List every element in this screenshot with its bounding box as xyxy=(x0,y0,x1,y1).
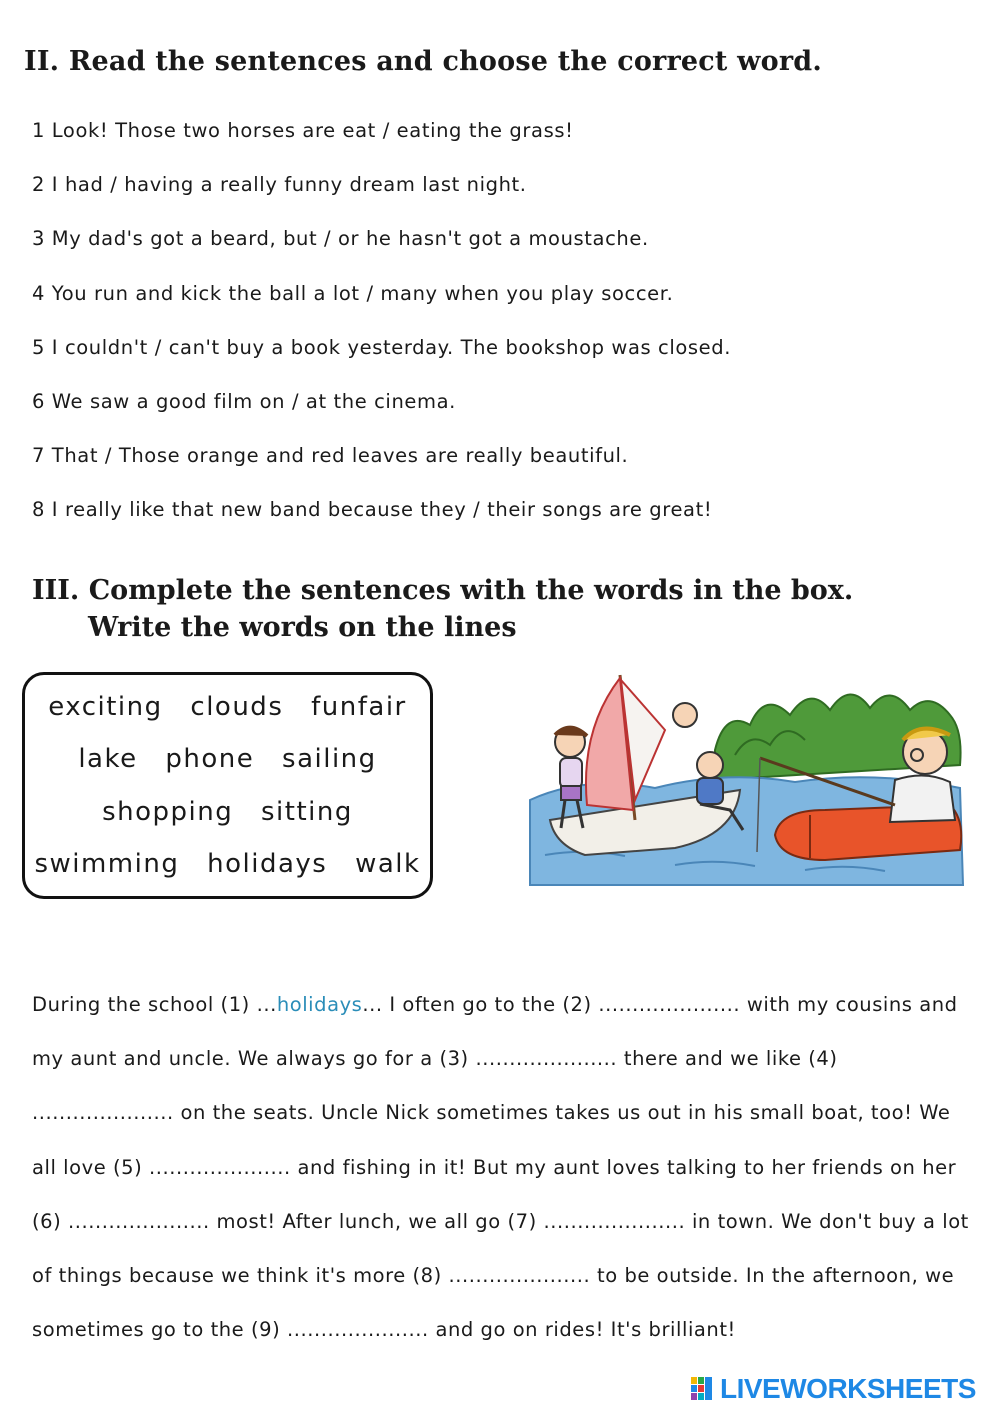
word-walk: walk xyxy=(355,848,421,879)
word-box-row xyxy=(69,744,385,774)
section-2-title: II. Read the sentences and choose the correct word. xyxy=(24,46,822,77)
sentence-1[interactable]: 1 Look! Those two horses are eat / eating the grass! xyxy=(32,119,574,142)
sentence-3[interactable]: 3 My dad's got a beard, but / or he hasn't got a moustache. xyxy=(32,227,649,251)
sentence-8[interactable]: 8 I really like that new band because they / their songs are great! xyxy=(32,498,713,522)
word-box xyxy=(22,672,433,899)
word-holidays: holidays xyxy=(207,848,328,879)
answer-1[interactable]: holidays xyxy=(276,993,363,1016)
word-sailing: sailing xyxy=(282,744,377,775)
sentence-list xyxy=(32,116,731,550)
word-phone: phone xyxy=(165,744,255,775)
word-box-row xyxy=(93,797,362,827)
word-box-row xyxy=(25,849,429,879)
paragraph-part-1: During the school (1) ... xyxy=(32,993,277,1016)
section-3-title-line2: Write the words on the lines xyxy=(88,612,517,643)
sentence-5[interactable]: 5 I couldn't / can't buy a book yesterday. The bookshop was closed. xyxy=(32,335,732,359)
boy xyxy=(697,752,723,778)
sentence-6[interactable]: 6 We saw a good film on / at the cinema. xyxy=(32,389,456,413)
liveworksheets-brand xyxy=(690,1371,976,1407)
word-shopping: shopping xyxy=(102,796,234,827)
brand-name: LIVEWORKSHEETS xyxy=(720,1373,976,1404)
word-clouds: clouds xyxy=(190,692,284,723)
word-sitting: sitting xyxy=(261,796,353,827)
sentence-7[interactable]: 7 That / Those orange and red leaves are really beautiful. xyxy=(32,444,629,468)
word-box-row xyxy=(39,692,416,722)
sentence-4[interactable]: 4 You run and kick the ball a lot / many when you play soccer. xyxy=(32,281,674,305)
word-swimming: swimming xyxy=(34,848,180,879)
word-exciting: exciting xyxy=(48,692,163,723)
word-lake: lake xyxy=(78,744,138,775)
sentence-2[interactable]: 2 I had / having a really funny dream last night. xyxy=(32,173,527,197)
section-3-title-line1: III. Complete the sentences with the words in the box. xyxy=(32,575,854,606)
word-funfair: funfair xyxy=(311,692,407,723)
section-3-title xyxy=(32,572,853,646)
liveworksheets-logo-icon xyxy=(690,1375,714,1403)
lake-illustration xyxy=(525,670,965,892)
paragraph-part-2: ... I often go to the (2) ..................... with my cousins and my aunt and uncle. We always go for a (3) ..................... there and we like (4) ..................... on the seats. Uncle Nick sometimes takes us out in his small boat, too! We all love (5) ..................... and fishing in it! But my aunt loves talking to her friends on her (6) ..................... most! After lunch, we all go (7) ..................... in town. We don't buy a lot of things because we think it's more (8) ..................... to be outside. In the afternoon, we sometimes go to the (9) ..................... and go on rides! It's brilliant! xyxy=(32,993,969,1342)
cloze-paragraph xyxy=(32,978,972,1357)
